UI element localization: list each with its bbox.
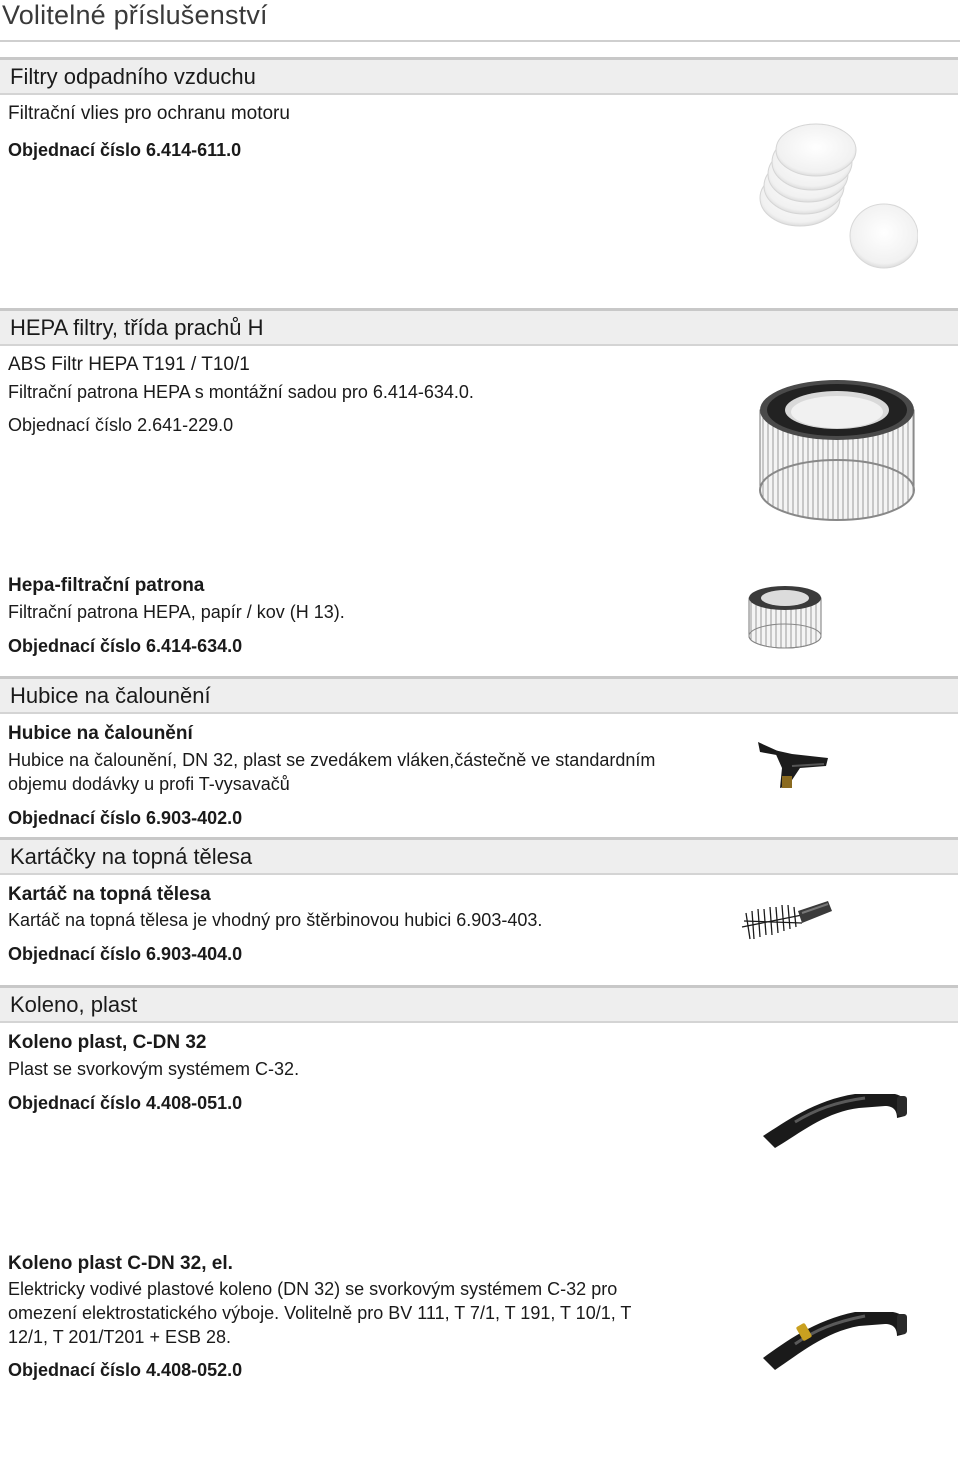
order-number: Objednací číslo 6.903-402.0 (8, 808, 243, 828)
product-name: ABS Filtr HEPA T191 / T10/1 (8, 354, 250, 375)
section-header-elbow (0, 985, 958, 1023)
product-name: Hepa-filtrační patrona (8, 575, 205, 596)
section-title: Hubice na čalounění (10, 683, 211, 708)
section-title: HEPA filtry, třída prachů H (10, 315, 264, 340)
order-number: Objednací číslo 6.903-404.0 (8, 944, 243, 964)
order-number: Objednací číslo 6.414-611.0 (8, 140, 242, 160)
section-title: Koleno, plast (10, 992, 138, 1017)
product-description-line1: Hubice na čalounění, DN 32, plast se zvedákem vláken,částečně ve standardním (8, 750, 656, 770)
section-header-exhaust-filters (0, 57, 958, 95)
product-name: Kartáč na topná tělesa (8, 884, 211, 905)
product-description-line2: objemu dodávky u profi T-vysavačů (8, 774, 290, 794)
page-title: Volitelné příslušenství (2, 0, 268, 30)
order-number: Objednací číslo 4.408-051.0 (8, 1093, 243, 1113)
section-title: Filtry odpadního vzduchu (10, 64, 256, 89)
radiator-brush-image (740, 895, 835, 945)
product-description-line1: Elektricky vodivé plastové koleno (DN 32) se svorkovým systémem C-32 pro (8, 1279, 618, 1299)
plastic-elbow-image (755, 1082, 915, 1154)
product-name: Filtrační vlies pro ochranu motoru (8, 103, 290, 124)
title-divider (0, 40, 960, 42)
product-name: Hubice na čalounění (8, 723, 193, 744)
section-header-hepa-filters (0, 308, 958, 346)
order-number: Objednací číslo 4.408-052.0 (8, 1360, 243, 1380)
product-description-line3: 12/1, T 201/T201 + ESB 28. (8, 1327, 231, 1347)
section-header-radiator-brushes (0, 837, 958, 875)
product-description: Kartáč na topná tělesa je vhodný pro štěrbinovou hubici 6.903-403. (8, 910, 543, 930)
upholstery-nozzle-image (752, 738, 832, 790)
order-number: Objednací číslo 2.641-229.0 (8, 415, 234, 435)
product-name: Koleno plast, C-DN 32 (8, 1032, 207, 1053)
hepa-filter-cartridge-image (752, 370, 922, 530)
hepa-cartridge-image (745, 582, 825, 652)
filter-pads-image (748, 120, 918, 280)
product-description-line2: omezení elektrostatického výboje. Volitelně pro BV 111, T 7/1, T 191, T 10/1, T (8, 1303, 632, 1323)
section-title: Kartáčky na topná tělesa (10, 844, 253, 869)
conductive-elbow-image (755, 1300, 915, 1372)
product-description: Plast se svorkovým systémem C-32. (8, 1059, 300, 1079)
order-number: Objednací číslo 6.414-634.0 (8, 636, 243, 656)
product-description: Filtrační patrona HEPA s montážní sadou pro 6.414-634.0. (8, 382, 474, 402)
product-name: Koleno plast C-DN 32, el. (8, 1253, 233, 1274)
section-header-upholstery-nozzle (0, 676, 958, 714)
product-description: Filtrační patrona HEPA, papír / kov (H 13). (8, 602, 345, 622)
